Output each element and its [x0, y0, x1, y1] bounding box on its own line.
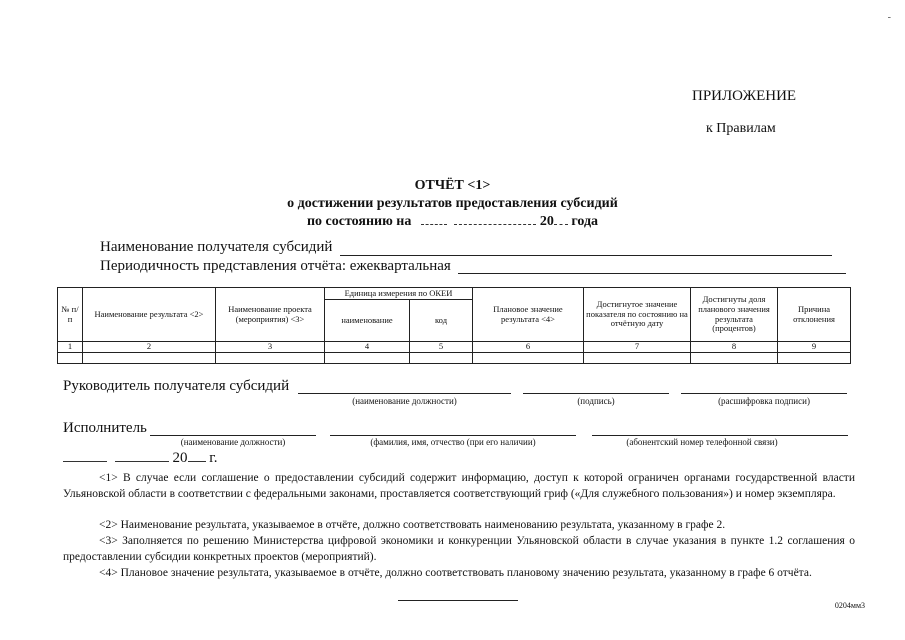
- date-suffix: года: [571, 214, 599, 229]
- cell[interactable]: [778, 352, 851, 363]
- cell[interactable]: [216, 352, 325, 363]
- cell[interactable]: [584, 352, 691, 363]
- header-reason: Причина отклонения: [778, 288, 851, 342]
- cell[interactable]: [473, 352, 584, 363]
- closing-line: [398, 600, 518, 601]
- day-blank[interactable]: [421, 213, 447, 225]
- header-planned: Плановое значение результата <4>: [473, 288, 584, 342]
- sign-date-suffix: г.: [209, 450, 218, 466]
- col-number: 9: [778, 342, 851, 353]
- cell[interactable]: [410, 352, 473, 363]
- sign-month-blank[interactable]: [115, 450, 169, 462]
- footnote-3: <3> Заполняется по решению Министерства цифровой экономики и конкуренции Ульяновской области в случае указания в пункте 1.2 соглашения о предоставлении субсидии конкретных проектов (мероприятий).: [63, 535, 855, 563]
- header-result: Наименование результата <2>: [83, 288, 216, 342]
- caption-decode: (расшифровка подписи): [718, 396, 810, 406]
- cell[interactable]: [325, 352, 410, 363]
- col-number: 6: [473, 342, 584, 353]
- sign-day-blank[interactable]: [63, 450, 107, 462]
- report-subtitle: о достижении результатов предоставления субсидий: [287, 196, 618, 211]
- recipient-line[interactable]: [340, 255, 832, 256]
- head-position-line[interactable]: [298, 393, 511, 394]
- table-row: [58, 352, 851, 363]
- report-title: ОТЧЁТ <1>: [414, 178, 491, 193]
- caption-position: (наименование должности): [352, 396, 457, 406]
- head-signature-line[interactable]: [523, 393, 669, 394]
- report-date-line: [0, 213, 905, 230]
- col-number: 5: [410, 342, 473, 353]
- head-label: Руководитель получателя субсидий: [63, 378, 290, 394]
- col-number: 4: [325, 342, 410, 353]
- header-unit-code: код: [410, 300, 473, 342]
- executor-label: Исполнитель: [63, 420, 147, 436]
- header-project: Наименование проекта (мероприятия) <3>: [216, 288, 325, 342]
- caption-exec-position: (наименование должности): [180, 437, 286, 447]
- caption-signature: (подпись): [577, 396, 615, 406]
- header-percent: Достигнуты доля планового значения результата (процентов): [691, 288, 778, 342]
- sign-date-line: [63, 450, 217, 467]
- exec-phone-line[interactable]: [592, 435, 848, 436]
- col-number: 7: [584, 342, 691, 353]
- period-label: Периодичность представления отчёта: ежеквартальная: [100, 258, 451, 274]
- sign-year-blank[interactable]: [188, 450, 206, 462]
- report-table: [57, 287, 851, 364]
- header-num: № п/п: [58, 288, 83, 342]
- corner-mark: -: [887, 12, 891, 23]
- header-unit-name: наименование: [325, 300, 410, 342]
- document-code: 0204мм3: [834, 601, 865, 610]
- footnote-4: <4> Плановое значение результата, указываемое в отчёте, должно соответствовать плановому значению результата, указанному в графе 6 отчёта.: [99, 567, 812, 579]
- col-number: 3: [216, 342, 325, 353]
- caption-exec-name: (фамилия, имя, отчество (при его наличии): [370, 437, 536, 447]
- sign-date-year: 20: [172, 450, 188, 466]
- header-unit-group: Единица измерения по ОКЕИ: [325, 288, 473, 300]
- year-blank[interactable]: [554, 213, 568, 225]
- period-line[interactable]: [458, 273, 846, 274]
- header-achieved: Достигнутое значение показателя по состоянию на отчётную дату: [584, 288, 691, 342]
- col-number: 2: [83, 342, 216, 353]
- date-year: 20: [539, 214, 554, 229]
- cell[interactable]: [58, 352, 83, 363]
- cell[interactable]: [83, 352, 216, 363]
- date-prefix: по состоянию на: [306, 214, 412, 229]
- footnote-1: <1> В случае если соглашение о предоставлении субсидий содержит информацию, доступ к которой ограничен органами государственной власти Ульяновской области в соответствии с федеральными законами, проставляется соответствующий гриф («Для служебного пользования») и номер экземпляра.: [63, 472, 855, 500]
- col-number: 8: [691, 342, 778, 353]
- month-blank[interactable]: [454, 213, 536, 225]
- footnote-2: <2> Наименование результата, указываемое в отчёте, должно соответствовать наименованию результата, указанному в графе 2.: [99, 519, 726, 531]
- appendix-subtitle: к Правилам: [706, 121, 776, 136]
- col-number: 1: [58, 342, 83, 353]
- exec-position-line[interactable]: [150, 435, 316, 436]
- appendix-title: ПРИЛОЖЕНИЕ: [692, 88, 797, 104]
- head-decode-line[interactable]: [681, 393, 847, 394]
- caption-exec-phone: (абонентский номер телефонной связи): [626, 437, 778, 447]
- recipient-label: Наименование получателя субсидий: [100, 239, 333, 255]
- exec-name-line[interactable]: [330, 435, 576, 436]
- cell[interactable]: [691, 352, 778, 363]
